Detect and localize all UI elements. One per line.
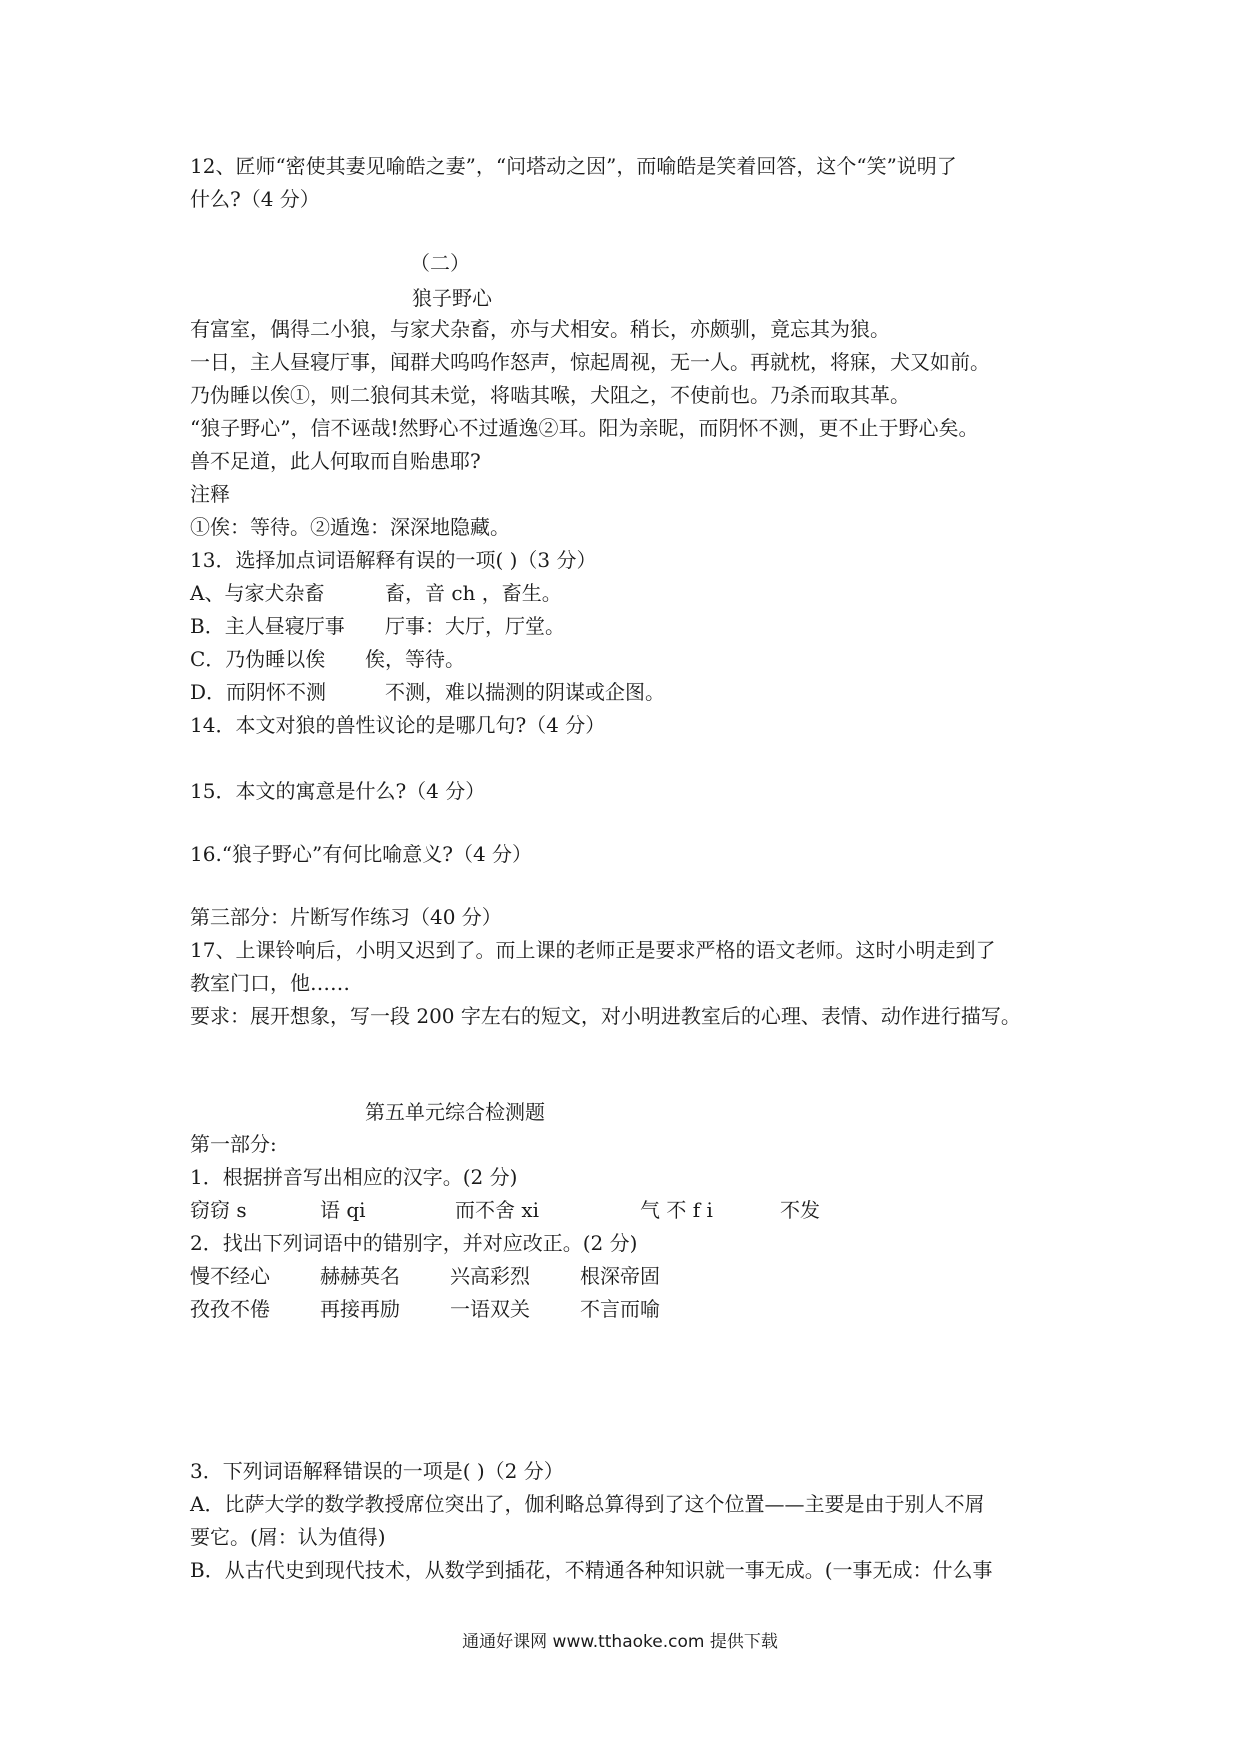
unit-5-part-1: [190, 1128, 1060, 1326]
question-13-option-d: [190, 676, 1060, 709]
part-1-heading: 第一部分:: [190, 1132, 277, 1156]
option-word: B．主人昼寝厅事: [190, 614, 345, 638]
pinyin-item: 窃窃 s: [190, 1198, 247, 1222]
notes-label: 注释: [190, 482, 230, 506]
passage-line: 一日，主人昼寝厅事，闻群犬呜呜作怒声，惊起周视，无一人。再就枕，将寐，犬又如前。: [190, 350, 990, 374]
pinyin-item: 语 qi: [320, 1198, 366, 1222]
word-row: [190, 1293, 1060, 1326]
unit-5-title: 第五单元综合检测题: [365, 1100, 545, 1124]
pinyin-row: [190, 1194, 1060, 1227]
passage-line: 乃伪睡以俟①，则二狼伺其未觉，将啮其喉，犬阻之，不使前也。乃杀而取其革。: [190, 383, 910, 407]
question-17-line-1: 17、上课铃响后，小明又迟到了。而上课的老师正是要求严格的语文老师。这时小明走到了: [190, 938, 996, 962]
question-12-line-2: 什么?（4 分）: [190, 187, 320, 211]
page-footer: 通通好课网 www.tthaoke.com 提供下载: [462, 1632, 778, 1652]
word-item: 一语双关: [450, 1297, 530, 1321]
question-12: [190, 150, 1060, 216]
question-14: 14．本文对狼的兽性议论的是哪几句?（4 分）: [190, 713, 606, 737]
option-explanation: 不测，难以揣测的阴谋或企图。: [385, 680, 665, 704]
question-3: [190, 1455, 1060, 1587]
word-item: 再接再励: [320, 1297, 400, 1321]
question-13-option-b: [190, 610, 1060, 643]
word-item: 兴高彩烈: [450, 1264, 530, 1288]
question-13-option-a: [190, 577, 1060, 610]
word-item: 孜孜不倦: [190, 1297, 270, 1321]
word-item: 根深帝固: [580, 1264, 660, 1288]
notes-text: ①俟：等待。②遁逸：深深地隐藏。: [190, 515, 510, 539]
question-15: 15．本文的寓意是什么?（4 分）: [190, 779, 486, 803]
question-1: 1．根据拼音写出相应的汉字。(2 分): [190, 1165, 518, 1189]
pinyin-item: 气 不 f i: [640, 1198, 713, 1222]
section-number: （二）: [410, 251, 470, 275]
pinyin-item: 不发: [780, 1198, 820, 1222]
option-word: D．而阴怀不测: [190, 680, 327, 704]
question-13-stem: 13．选择加点词语解释有误的一项( )（3 分）: [190, 548, 597, 572]
part-3-heading: 第三部分：片断写作练习（40 分）: [190, 905, 502, 929]
question-12-line-1: 12、匠师“密使其妻见喻皓之妻”，“问塔动之因”，而喻皓是笑着回答，这个“笑”说明了: [190, 154, 957, 178]
part-3: [190, 901, 1060, 1033]
question-3-option-a-line-1: A．比萨大学的数学教授席位突出了，伽利略总算得到了这个位置——主要是由于别人不屑: [190, 1492, 985, 1516]
pinyin-item: 而不舍 xi: [455, 1198, 540, 1222]
option-explanation: 畜，音 ch ，畜生。: [385, 581, 562, 605]
question-17-line-2: 教室门口，他……: [190, 971, 350, 995]
question-3-stem: 3．下列词语解释错误的一项是( )（2 分）: [190, 1459, 564, 1483]
word-row: [190, 1260, 1060, 1293]
word-item: 慢不经心: [190, 1264, 270, 1288]
word-item: 赫赫英名: [320, 1264, 400, 1288]
option-word: A、与家犬杂畜: [190, 581, 325, 605]
question-2: 2．找出下列词语中的错别字，并对应改正。(2 分): [190, 1231, 638, 1255]
word-item: 不言而喻: [580, 1297, 660, 1321]
passage-line: 兽不足道，此人何取而自贻患耶?: [190, 449, 481, 473]
passage-line: “狼子野心”，信不诬哉!然野心不过遁逸②耳。阳为亲昵，而阴怀不测，更不止于野心矣。: [190, 416, 979, 440]
option-explanation: 俟，等待。: [365, 647, 465, 671]
question-3-option-b-line-1: B．从古代史到现代技术，从数学到插花，不精通各种知识就一事无成。(一事无成：什么事: [190, 1558, 993, 1582]
passage-line: 有富室，偶得二小狼，与家犬杂畜，亦与犬相安。稍长，亦颇驯，竟忘其为狼。: [190, 317, 890, 341]
passage-title: 狼子野心: [412, 286, 492, 310]
question-16: 16.“狼子野心”有何比喻意义?（4 分）: [190, 842, 533, 866]
option-explanation: 厅事：大厅，厅堂。: [385, 614, 565, 638]
option-word: C．乃伪睡以俟: [190, 647, 326, 671]
passage-body: [190, 313, 1060, 742]
writing-requirement: 要求：展开想象，写一段 200 字左右的短文，对小明进教室后的心理、表情、动作进行描写。: [190, 1004, 1021, 1028]
question-3-option-a-line-2: 要它。(屑：认为值得): [190, 1525, 386, 1549]
question-13-option-c: [190, 643, 1060, 676]
